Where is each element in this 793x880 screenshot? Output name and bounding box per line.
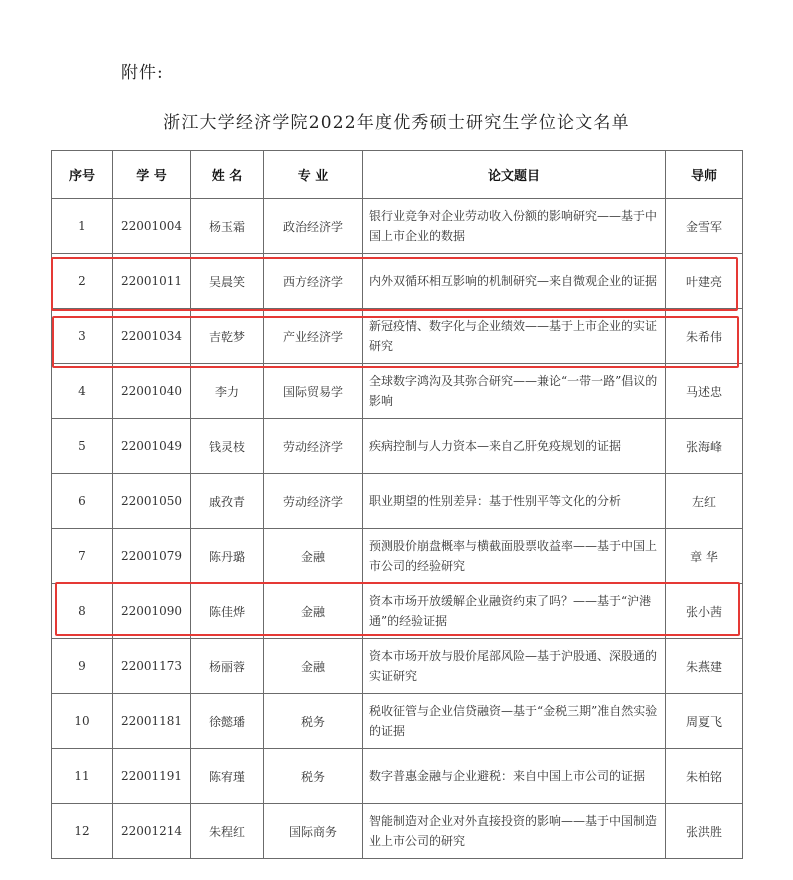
cell-thesis: 智能制造对企业对外直接投资的影响——基于中国制造业上市公司的研究 xyxy=(363,804,666,859)
cell-thesis: 内外双循环相互影响的机制研究—来自微观企业的证据 xyxy=(363,254,666,309)
cell-major: 国际商务 xyxy=(264,804,363,859)
cell-advisor: 章 华 xyxy=(666,529,743,584)
cell-major: 金融 xyxy=(264,529,363,584)
cell-advisor: 朱柏铭 xyxy=(666,749,743,804)
cell-advisor: 金雪军 xyxy=(666,199,743,254)
table-row xyxy=(52,749,743,804)
cell-advisor: 左红 xyxy=(666,474,743,529)
document-title: 浙江大学经济学院2022年度优秀硕士研究生学位论文名单 xyxy=(163,113,630,133)
cell-name: 陈宥瑾 xyxy=(191,749,264,804)
cell-thesis: 预测股价崩盘概率与横截面股票收益率——基于中国上市公司的经验研究 xyxy=(363,529,666,584)
cell-student-id: 22001173 xyxy=(113,639,191,694)
table-row xyxy=(52,419,743,474)
cell-name: 钱灵枝 xyxy=(191,419,264,474)
cell-student-id: 22001214 xyxy=(113,804,191,859)
cell-major: 西方经济学 xyxy=(264,254,363,309)
cell-index: 11 xyxy=(52,749,113,804)
table-row xyxy=(52,529,743,584)
cell-thesis: 资本市场开放缓解企业融资约束了吗？——基于“沪港通”的经验证据 xyxy=(363,584,666,639)
highlight-box-row-2 xyxy=(51,257,738,311)
cell-advisor: 张小茜 xyxy=(666,584,743,639)
cell-student-id: 22001004 xyxy=(113,199,191,254)
table-row xyxy=(52,804,743,859)
attachment-label: 附件: xyxy=(121,63,164,83)
cell-student-id: 22001181 xyxy=(113,694,191,749)
cell-major: 税务 xyxy=(264,694,363,749)
cell-major: 金融 xyxy=(264,639,363,694)
cell-name: 吉乾梦 xyxy=(191,309,264,364)
cell-thesis: 税收征管与企业信贷融资—基于“金税三期”准自然实验的证据 xyxy=(363,694,666,749)
cell-index: 8 xyxy=(52,584,113,639)
cell-index: 2 xyxy=(52,254,113,309)
cell-index: 5 xyxy=(52,419,113,474)
cell-index: 10 xyxy=(52,694,113,749)
header-advisor: 导师 xyxy=(666,151,743,199)
cell-name: 李力 xyxy=(191,364,264,419)
cell-thesis: 银行业竞争对企业劳动收入份额的影响研究——基于中国上市企业的数据 xyxy=(363,199,666,254)
cell-name: 戚孜青 xyxy=(191,474,264,529)
cell-advisor: 朱希伟 xyxy=(666,309,743,364)
cell-index: 9 xyxy=(52,639,113,694)
cell-name: 杨玉霜 xyxy=(191,199,264,254)
highlight-box-row-3 xyxy=(52,316,739,368)
cell-student-id: 22001050 xyxy=(113,474,191,529)
cell-thesis: 疾病控制与人力资本—来自乙肝免疫规划的证据 xyxy=(363,419,666,474)
cell-name: 吴晨笑 xyxy=(191,254,264,309)
cell-advisor: 叶建亮 xyxy=(666,254,743,309)
cell-major: 产业经济学 xyxy=(264,309,363,364)
cell-student-id: 22001049 xyxy=(113,419,191,474)
cell-thesis: 全球数字鸿沟及其弥合研究——兼论“一带一路”倡议的影响 xyxy=(363,364,666,419)
cell-major: 劳动经济学 xyxy=(264,474,363,529)
cell-major: 劳动经济学 xyxy=(264,419,363,474)
cell-name: 朱程红 xyxy=(191,804,264,859)
header-major: 专 业 xyxy=(264,151,363,199)
table-header-row xyxy=(52,151,743,199)
cell-index: 3 xyxy=(52,309,113,364)
cell-name: 徐懿璠 xyxy=(191,694,264,749)
cell-index: 6 xyxy=(52,474,113,529)
cell-thesis: 职业期望的性别差异：基于性别平等文化的分析 xyxy=(363,474,666,529)
cell-index: 12 xyxy=(52,804,113,859)
table-row xyxy=(52,364,743,419)
cell-index: 4 xyxy=(52,364,113,419)
cell-thesis: 数字普惠金融与企业避税：来自中国上市公司的证据 xyxy=(363,749,666,804)
highlight-box-row-8 xyxy=(55,582,740,636)
header-thesis: 论文题目 xyxy=(363,151,666,199)
cell-student-id: 22001079 xyxy=(113,529,191,584)
cell-student-id: 22001011 xyxy=(113,254,191,309)
cell-advisor: 张海峰 xyxy=(666,419,743,474)
cell-advisor: 张洪胜 xyxy=(666,804,743,859)
table-row xyxy=(52,639,743,694)
cell-advisor: 周夏飞 xyxy=(666,694,743,749)
header-name: 姓 名 xyxy=(191,151,264,199)
cell-thesis: 资本市场开放与股价尾部风险—基于沪股通、深股通的实证研究 xyxy=(363,639,666,694)
cell-advisor: 马述忠 xyxy=(666,364,743,419)
cell-thesis: 新冠疫情、数字化与企业绩效——基于上市企业的实证研究 xyxy=(363,309,666,364)
cell-student-id: 22001040 xyxy=(113,364,191,419)
cell-index: 1 xyxy=(52,199,113,254)
cell-major: 政治经济学 xyxy=(264,199,363,254)
cell-student-id: 22001090 xyxy=(113,584,191,639)
cell-major: 税务 xyxy=(264,749,363,804)
cell-name: 陈丹璐 xyxy=(191,529,264,584)
table-row xyxy=(52,474,743,529)
table-row xyxy=(52,694,743,749)
header-student-id: 学 号 xyxy=(113,151,191,199)
header-index: 序号 xyxy=(52,151,113,199)
cell-major: 国际贸易学 xyxy=(264,364,363,419)
table-row xyxy=(52,199,743,254)
cell-name: 陈佳烨 xyxy=(191,584,264,639)
cell-student-id: 22001034 xyxy=(113,309,191,364)
cell-index: 7 xyxy=(52,529,113,584)
cell-advisor: 朱燕建 xyxy=(666,639,743,694)
cell-student-id: 22001191 xyxy=(113,749,191,804)
cell-major: 金融 xyxy=(264,584,363,639)
cell-name: 杨丽蓉 xyxy=(191,639,264,694)
